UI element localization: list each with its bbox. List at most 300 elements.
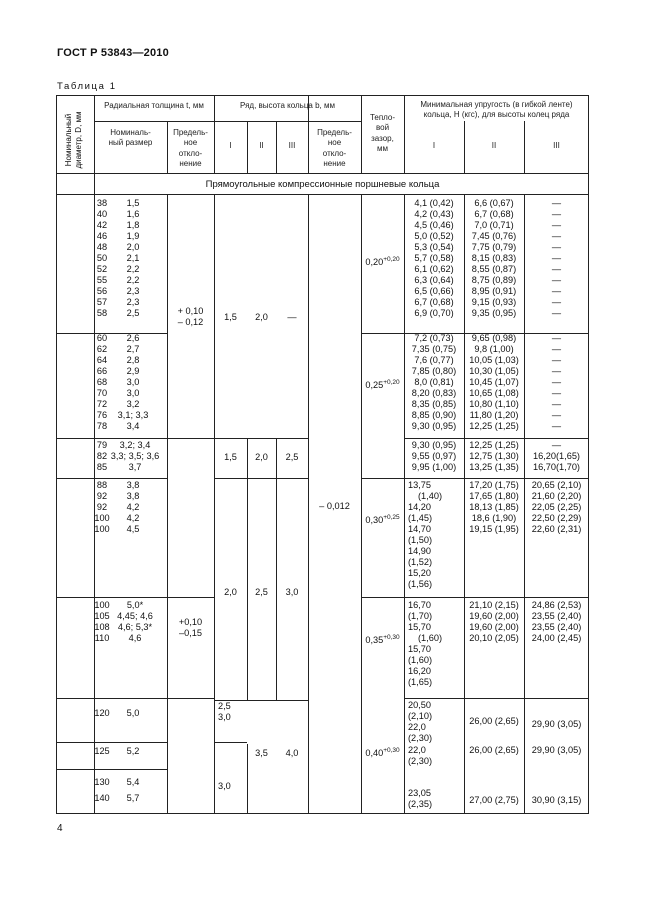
g1-gap bbox=[361, 257, 404, 268]
g1-e3: — bbox=[551, 220, 562, 230]
g5-e2: 19,60 (2,00) bbox=[469, 611, 519, 621]
g5-e1: (1,60) bbox=[408, 655, 433, 665]
g8-elast-3: 30,90 (3,15) bbox=[531, 795, 582, 805]
g2-e3: — bbox=[551, 333, 562, 343]
header-diameter bbox=[64, 101, 86, 179]
g1-e3: — bbox=[551, 198, 562, 208]
g5-e1: 16,20 bbox=[408, 666, 431, 676]
g4-e1: 14,90 bbox=[408, 546, 431, 556]
g4-e2: 18,13 (1,85) bbox=[469, 502, 519, 512]
g2-e3: — bbox=[551, 377, 562, 387]
g4-e1: 14,20 bbox=[408, 502, 431, 512]
g2-e1: 9,30 (0,95) bbox=[411, 421, 457, 431]
g1-e3: — bbox=[551, 209, 562, 219]
g3-e2: 12,75 (1,30) bbox=[469, 451, 519, 461]
g1-t: 1,9 bbox=[126, 231, 140, 241]
g4-e1: (1,40) bbox=[418, 491, 443, 501]
header-radial-dev-1: Предель- bbox=[173, 128, 208, 137]
g6-row-1-b: 3,0 bbox=[218, 712, 231, 722]
g5-d: 108 bbox=[94, 622, 110, 632]
g5-d: 100 bbox=[94, 600, 110, 610]
g1-e2: 7,75 (0,79) bbox=[471, 242, 517, 252]
g3-e2: 13,25 (1,35) bbox=[469, 462, 519, 472]
header-row-dev-4: нение bbox=[323, 158, 346, 168]
g4-e2: 18,6 (1,90) bbox=[471, 513, 517, 523]
g5-e1: 15,70 bbox=[408, 622, 431, 632]
section-title: Прямоугольные компрессионные поршневые кольца bbox=[205, 179, 440, 190]
g7-elast-3: 29,90 (3,05) bbox=[531, 745, 582, 755]
g1-e1: 5,3 (0,54) bbox=[414, 242, 454, 252]
g3-e1: 9,55 (0,97) bbox=[411, 451, 457, 461]
g5-e2: 21,10 (2,15) bbox=[469, 600, 519, 610]
g1-e2: 8,15 (0,83) bbox=[471, 253, 517, 263]
g1-t: 1,5 bbox=[126, 198, 140, 208]
g5-t: 4,6 bbox=[128, 633, 142, 643]
g2-t: 3,1; 3,3 bbox=[117, 410, 149, 420]
g5-d: 105 bbox=[94, 611, 110, 621]
g2-e3: — bbox=[551, 388, 562, 398]
g3-elast-2 bbox=[465, 440, 523, 473]
g2-e2: 10,45 (1,07) bbox=[469, 377, 519, 387]
g4-t: 3,8 bbox=[126, 480, 140, 490]
g1-e2: 6,7 (0,68) bbox=[474, 209, 514, 219]
g1-e1: 4,5 (0,46) bbox=[414, 220, 454, 230]
g4-e2: 19,15 (1,95) bbox=[469, 524, 519, 534]
header-elast-row-1: I bbox=[432, 141, 436, 150]
header-row-height: Ряд, высота кольца b, мм bbox=[240, 101, 335, 110]
header-row-dev-3: откло- bbox=[322, 148, 347, 158]
row-line-g2-a bbox=[56, 438, 308, 439]
g2-elast-2 bbox=[465, 333, 523, 432]
g2-e1: 8,35 (0,85) bbox=[411, 399, 457, 409]
g2-thickness-list bbox=[114, 333, 152, 432]
g1-d: 57 bbox=[96, 297, 108, 307]
g1-t: 2,2 bbox=[126, 275, 140, 285]
rows-b-3: 3,0 bbox=[285, 587, 299, 597]
g1-e2: 8,55 (0,87) bbox=[471, 264, 517, 274]
g1-t: 1,6 bbox=[126, 209, 140, 219]
g2-t: 3,0 bbox=[126, 377, 140, 387]
g4-e2: 17,20 (1,75) bbox=[469, 480, 519, 490]
radial-dev-b-plus: +0,10 bbox=[178, 617, 203, 627]
radial-dev-a bbox=[167, 306, 214, 328]
g1-gap-tolerance: +0,20 bbox=[383, 256, 400, 263]
g2-d: 76 bbox=[96, 410, 108, 420]
g2-e3: — bbox=[551, 421, 562, 431]
g2-e2: 10,80 (1,10) bbox=[469, 399, 519, 409]
g3-row-2: 2,0 bbox=[255, 452, 268, 462]
g1-e3: — bbox=[551, 308, 562, 318]
g8-elast-1 bbox=[408, 788, 463, 810]
g2-d: 72 bbox=[96, 399, 108, 409]
header-elasticity-1: Минимальная упругость (в гибкой ленте) bbox=[420, 100, 573, 109]
header-diameter-line-2: диаметр, D, мм bbox=[74, 111, 83, 169]
document-title: ГОСТ Р 53843—2010 bbox=[57, 47, 169, 59]
g1-e3: — bbox=[551, 242, 562, 252]
g7-thickness: 5,2 bbox=[126, 746, 140, 756]
g4-e3: 22,50 (2,29) bbox=[531, 513, 582, 523]
g1-t: 2,2 bbox=[126, 264, 140, 274]
g1-d: 58 bbox=[96, 308, 108, 318]
header-elast-row-3: III bbox=[553, 141, 560, 150]
g5-e1: (1,70) bbox=[408, 611, 433, 621]
g1-e2: 7,45 (0,76) bbox=[471, 231, 517, 241]
g6-diameter: 120 bbox=[94, 708, 110, 718]
row-line-g6-b bbox=[214, 742, 247, 743]
g4-d: 100 bbox=[94, 524, 110, 534]
g4-e1: (1,52) bbox=[408, 557, 433, 567]
g3-t: 3,2; 3,4 bbox=[119, 440, 151, 450]
g1-e1: 4,2 (0,43) bbox=[414, 209, 454, 219]
g1-t: 2,3 bbox=[126, 286, 140, 296]
g5-t: 4,45; 4,6 bbox=[117, 611, 153, 621]
g1-e3: — bbox=[551, 286, 562, 296]
g3-row-1: 1,5 bbox=[224, 452, 237, 462]
g2-d: 64 bbox=[96, 355, 108, 365]
g1-d: 56 bbox=[96, 286, 108, 296]
g2-e2: 10,30 (1,05) bbox=[469, 366, 519, 376]
g4-gap bbox=[361, 515, 404, 526]
g2-gap-value: 0,25 bbox=[365, 380, 384, 390]
g1-e3: — bbox=[551, 253, 562, 263]
g1-t: 2,1 bbox=[126, 253, 140, 263]
g6-e1: 20,50 bbox=[408, 700, 431, 710]
g4-elast-1 bbox=[408, 480, 463, 590]
g1-d: 46 bbox=[96, 231, 108, 241]
row-line-g2-b bbox=[404, 438, 589, 439]
g3-d: 85 bbox=[96, 462, 108, 472]
g4-d: 88 bbox=[96, 480, 108, 490]
header-row-3: III bbox=[288, 141, 296, 150]
header-row-dev-1: Предель- bbox=[317, 128, 352, 137]
radial-dev-a-minus: – 0,12 bbox=[177, 317, 204, 327]
g2-t: 2,9 bbox=[126, 366, 140, 376]
g5-e3: 24,00 (2,45) bbox=[531, 633, 582, 643]
g2-t: 3,0 bbox=[126, 388, 140, 398]
g8-elast-2: 27,00 (2,75) bbox=[469, 795, 519, 805]
g8-e1: (2,35) bbox=[408, 799, 433, 809]
g1-e2: 9,15 (0,93) bbox=[471, 297, 517, 307]
g7-elast-1 bbox=[408, 745, 463, 767]
g2-gap bbox=[361, 380, 404, 391]
g3-t: 3,7 bbox=[128, 462, 142, 472]
g4-e1: 14,70 bbox=[408, 524, 431, 534]
col-line-2 bbox=[167, 194, 168, 814]
g2-e2: 10,65 (1,08) bbox=[469, 388, 519, 398]
header-radial-nominal bbox=[94, 128, 167, 149]
g4-e1: (1,50) bbox=[408, 535, 433, 545]
row-dev-value: – 0,012 bbox=[319, 501, 350, 511]
g7-diameter: 125 bbox=[94, 746, 110, 756]
row-line-g5-c bbox=[404, 698, 589, 699]
radial-dev-b bbox=[167, 617, 214, 639]
table-border-right bbox=[588, 95, 589, 814]
g3-elast-1 bbox=[405, 440, 463, 473]
header-row-dev bbox=[308, 128, 361, 169]
g1-e1: 6,1 (0,62) bbox=[414, 264, 454, 274]
g2-e3: — bbox=[551, 410, 562, 420]
g1-e1: 6,5 (0,66) bbox=[414, 286, 454, 296]
header-gap bbox=[361, 113, 404, 154]
g6-elast-1 bbox=[408, 700, 463, 744]
g1-elast-1 bbox=[405, 198, 463, 319]
g1-e2: 7,0 (0,71) bbox=[474, 220, 514, 230]
g5-e1: 15,70 bbox=[408, 644, 431, 654]
g5-elast-2 bbox=[465, 600, 523, 644]
g5-e3: 23,55 (2,40) bbox=[531, 611, 582, 621]
header-radial-dev-2: ное bbox=[183, 138, 198, 148]
g7-e1: 22,0 bbox=[408, 745, 426, 755]
g5-d: 110 bbox=[94, 633, 110, 643]
g3-e3: 16,70(1,70) bbox=[533, 462, 580, 472]
header-bottom-line bbox=[56, 173, 589, 174]
g1-e2: 8,75 (0,89) bbox=[471, 275, 517, 285]
g5-t: 4,6; 5,3* bbox=[117, 622, 153, 632]
g2-t: 2,7 bbox=[126, 344, 140, 354]
header-gap-3: зазор, bbox=[371, 133, 394, 143]
g5-e2: 20,10 (2,05) bbox=[469, 633, 519, 643]
g2-d: 70 bbox=[96, 388, 108, 398]
g1-e1: 4,1 (0,42) bbox=[414, 198, 454, 208]
g2-e3: — bbox=[551, 366, 562, 376]
row-line-g3-a bbox=[56, 478, 167, 479]
g6-row-1-a: 2,5 bbox=[218, 701, 231, 711]
g1-t: 2,5 bbox=[126, 308, 140, 318]
g6-e1: (2,30) bbox=[408, 733, 433, 743]
g2-e2: 9,65 (0,98) bbox=[471, 333, 517, 343]
g2-e3: — bbox=[551, 355, 562, 365]
row-line-g6-a bbox=[56, 742, 167, 743]
g1-e3: — bbox=[551, 297, 562, 307]
header-radial-nominal-1: Номиналь- bbox=[110, 128, 151, 137]
table-border-bottom bbox=[56, 813, 589, 814]
g2-e2: 9,8 (1,00) bbox=[474, 344, 514, 354]
g4-e2: 17,65 (1,80) bbox=[469, 491, 519, 501]
g2-t: 2,6 bbox=[126, 333, 140, 343]
g1-e2: 8,95 (0,91) bbox=[471, 286, 517, 296]
header-elast-row-2: II bbox=[491, 141, 497, 150]
g2-e1: 7,6 (0,77) bbox=[414, 355, 454, 365]
g3-d: 79 bbox=[96, 440, 108, 450]
g5-elast-3 bbox=[525, 600, 588, 644]
data-table bbox=[56, 95, 589, 814]
g8-diameter-list bbox=[94, 777, 110, 804]
g1-e1: 6,7 (0,68) bbox=[414, 297, 454, 307]
rows-c-3: 4,0 bbox=[285, 748, 299, 758]
g2-t: 3,2 bbox=[126, 399, 140, 409]
g4-e1: 13,75 bbox=[408, 480, 431, 490]
g6-elast-3: 29,90 (3,05) bbox=[531, 719, 582, 729]
g8-d: 130 bbox=[94, 777, 110, 787]
g1-e3: — bbox=[551, 231, 562, 241]
table-caption: Таблица 1 bbox=[57, 81, 117, 92]
g2-t: 3,4 bbox=[126, 421, 140, 431]
radial-dev-a-plus: + 0,10 bbox=[177, 306, 204, 316]
g5-gap-value: 0,35 bbox=[365, 635, 384, 645]
g4-e3: 22,05 (2,25) bbox=[531, 502, 582, 512]
g6-row-1 bbox=[218, 701, 246, 723]
g2-d: 66 bbox=[96, 366, 108, 376]
g1-t: 2,0 bbox=[126, 242, 140, 252]
g2-elast-1 bbox=[405, 333, 463, 432]
radial-dev-b-minus: –0,15 bbox=[179, 628, 202, 638]
g3-e2: 12,25 (1,25) bbox=[469, 440, 519, 450]
table-border-top bbox=[56, 95, 589, 96]
row-line-g3-b bbox=[214, 478, 308, 479]
g1-d: 52 bbox=[96, 264, 108, 274]
row-line-g4-a bbox=[56, 597, 214, 598]
g2-e3: — bbox=[551, 344, 562, 354]
g8-t: 5,4 bbox=[126, 777, 140, 787]
col-line-3 bbox=[214, 194, 215, 814]
g4-t: 4,5 bbox=[126, 524, 140, 534]
g1-d: 50 bbox=[96, 253, 108, 263]
header-radial-dev-3: откло- bbox=[178, 148, 203, 158]
g5-e3: 23,55 (2,40) bbox=[531, 622, 582, 632]
header-row-2: II bbox=[259, 141, 264, 150]
row-line-g4-b bbox=[361, 597, 589, 598]
g4-d: 92 bbox=[96, 502, 108, 512]
g2-e1: 8,20 (0,83) bbox=[411, 388, 457, 398]
g5-e3: 24,86 (2,53) bbox=[531, 600, 582, 610]
g4-elast-3 bbox=[525, 480, 588, 535]
g8-d: 140 bbox=[94, 793, 110, 803]
g1-e1: 5,0 (0,52) bbox=[414, 231, 454, 241]
rows-a-3: — bbox=[287, 312, 297, 322]
section-bottom-line bbox=[56, 194, 589, 195]
g7-elast-2: 26,00 (2,65) bbox=[469, 745, 519, 755]
page-number: 4 bbox=[57, 823, 63, 834]
g8-t: 5,7 bbox=[126, 793, 140, 803]
g2-e2: 10,05 (1,03) bbox=[469, 355, 519, 365]
g2-e1: 7,35 (0,75) bbox=[411, 344, 457, 354]
g4-e1: (1,45) bbox=[408, 513, 433, 523]
g1-elast-2 bbox=[465, 198, 523, 319]
g4-t: 4,2 bbox=[126, 502, 140, 512]
row-line-g5-a bbox=[56, 698, 214, 699]
g6-elast-2: 26,00 (2,65) bbox=[469, 716, 519, 726]
g1-e3: — bbox=[551, 264, 562, 274]
g1-gap-value: 0,20 bbox=[365, 257, 384, 267]
g5-e1: 16,70 bbox=[408, 600, 431, 610]
g2-t: 2,8 bbox=[126, 355, 140, 365]
g4-gap-tolerance: +0,25 bbox=[383, 514, 400, 521]
g5-e1: (1,60) bbox=[418, 633, 443, 643]
g5-gap bbox=[361, 635, 404, 646]
g4-e3: 22,60 (2,31) bbox=[531, 524, 582, 534]
rows-b-1: 2,0 bbox=[224, 587, 237, 597]
g2-e1: 7,2 (0,73) bbox=[414, 333, 454, 343]
g4-e3: 20,65 (2,10) bbox=[531, 480, 582, 490]
g5-elast-1 bbox=[408, 600, 463, 688]
row-line-g3-c bbox=[361, 478, 589, 479]
col-line-7 bbox=[361, 194, 362, 814]
header-diameter-line-1: Номинальный bbox=[64, 113, 73, 167]
g7-e1: (2,30) bbox=[408, 756, 433, 766]
g1-d: 48 bbox=[96, 242, 108, 252]
g6-e1: (2,10) bbox=[408, 711, 433, 721]
g2-e3: — bbox=[551, 399, 562, 409]
header-elasticity-2: кольца, H (кгс), для высоты колец ряда bbox=[423, 110, 570, 120]
g1-e3: — bbox=[551, 275, 562, 285]
table-border-left bbox=[56, 95, 57, 814]
g1-t: 2,3 bbox=[126, 297, 140, 307]
g4-t: 3,8 bbox=[126, 491, 140, 501]
g2-e2: 12,25 (1,25) bbox=[469, 421, 519, 431]
header-elasticity bbox=[404, 100, 589, 121]
g3-e1: 9,95 (1,00) bbox=[411, 462, 457, 472]
g7-gap-tolerance: +0,30 bbox=[383, 747, 400, 754]
g5-e2: 19,60 (2,00) bbox=[469, 622, 519, 632]
header-radial-dev bbox=[167, 128, 214, 169]
g1-e1: 6,3 (0,64) bbox=[414, 275, 454, 285]
g4-e1: (1,56) bbox=[408, 579, 433, 589]
g5-thickness-list bbox=[106, 600, 164, 644]
g1-d: 38 bbox=[96, 198, 108, 208]
g4-e3: 21,60 (2,20) bbox=[531, 491, 582, 501]
g7-gap-value: 0,40 bbox=[365, 748, 384, 758]
rows-c-2: 3,5 bbox=[255, 748, 268, 758]
g5-gap-tolerance: +0,30 bbox=[383, 634, 400, 641]
g8-e1: 23,05 bbox=[408, 788, 431, 798]
g1-diameter-list bbox=[94, 198, 110, 319]
g4-e1: 15,20 bbox=[408, 568, 431, 578]
g7-gap bbox=[361, 748, 404, 759]
g2-d: 62 bbox=[96, 344, 108, 354]
g1-elast-3 bbox=[525, 198, 588, 319]
g1-d: 55 bbox=[96, 275, 108, 285]
header-radial: Радиальная толщина t, мм bbox=[104, 101, 204, 110]
g3-e1: 9,30 (0,95) bbox=[411, 440, 457, 450]
g3-t: 3,3; 3,5; 3,6 bbox=[110, 451, 160, 461]
g2-e1: 7,85 (0,80) bbox=[411, 366, 457, 376]
g2-e1: 8,85 (0,90) bbox=[411, 410, 457, 420]
g4-diameter-list bbox=[94, 480, 110, 535]
g3-elast-3 bbox=[525, 440, 588, 473]
g4-d: 92 bbox=[96, 491, 108, 501]
rows-b-2: 2,5 bbox=[255, 587, 268, 597]
g1-e2: 6,6 (0,67) bbox=[474, 198, 514, 208]
row-line-g7 bbox=[56, 769, 167, 770]
header-row-dev-2: ное bbox=[327, 138, 342, 148]
g1-e1: 6,9 (0,70) bbox=[414, 308, 454, 318]
g6-thickness: 5,0 bbox=[126, 708, 140, 718]
g4-gap-value: 0,30 bbox=[365, 515, 384, 525]
g2-d: 68 bbox=[96, 377, 108, 387]
g4-d: 100 bbox=[94, 513, 110, 523]
g2-d: 60 bbox=[96, 333, 108, 343]
g2-e1: 8,0 (0,81) bbox=[414, 377, 454, 387]
g8-row-1: 3,0 bbox=[218, 781, 231, 791]
g2-d: 78 bbox=[96, 421, 108, 431]
header-gap-4: мм bbox=[377, 143, 388, 153]
header-gap-2: вой bbox=[375, 123, 390, 133]
g4-thickness-list bbox=[114, 480, 152, 535]
g1-d: 40 bbox=[96, 209, 108, 219]
header-gap-1: Тепло- bbox=[369, 113, 396, 122]
header-sub-line bbox=[94, 121, 361, 122]
g2-elast-3 bbox=[525, 333, 588, 432]
g4-elast-2 bbox=[465, 480, 523, 535]
rows-a-2: 2,0 bbox=[255, 312, 268, 322]
g5-e1: (1,65) bbox=[408, 677, 433, 687]
header-radial-nominal-2: ный размер bbox=[108, 138, 153, 148]
g2-e2: 11,80 (1,20) bbox=[469, 410, 519, 420]
g5-t: 5,0* bbox=[126, 600, 144, 610]
g1-thickness-list bbox=[114, 198, 152, 319]
g3-thickness-list bbox=[106, 440, 164, 473]
g1-t: 1,8 bbox=[126, 220, 140, 230]
